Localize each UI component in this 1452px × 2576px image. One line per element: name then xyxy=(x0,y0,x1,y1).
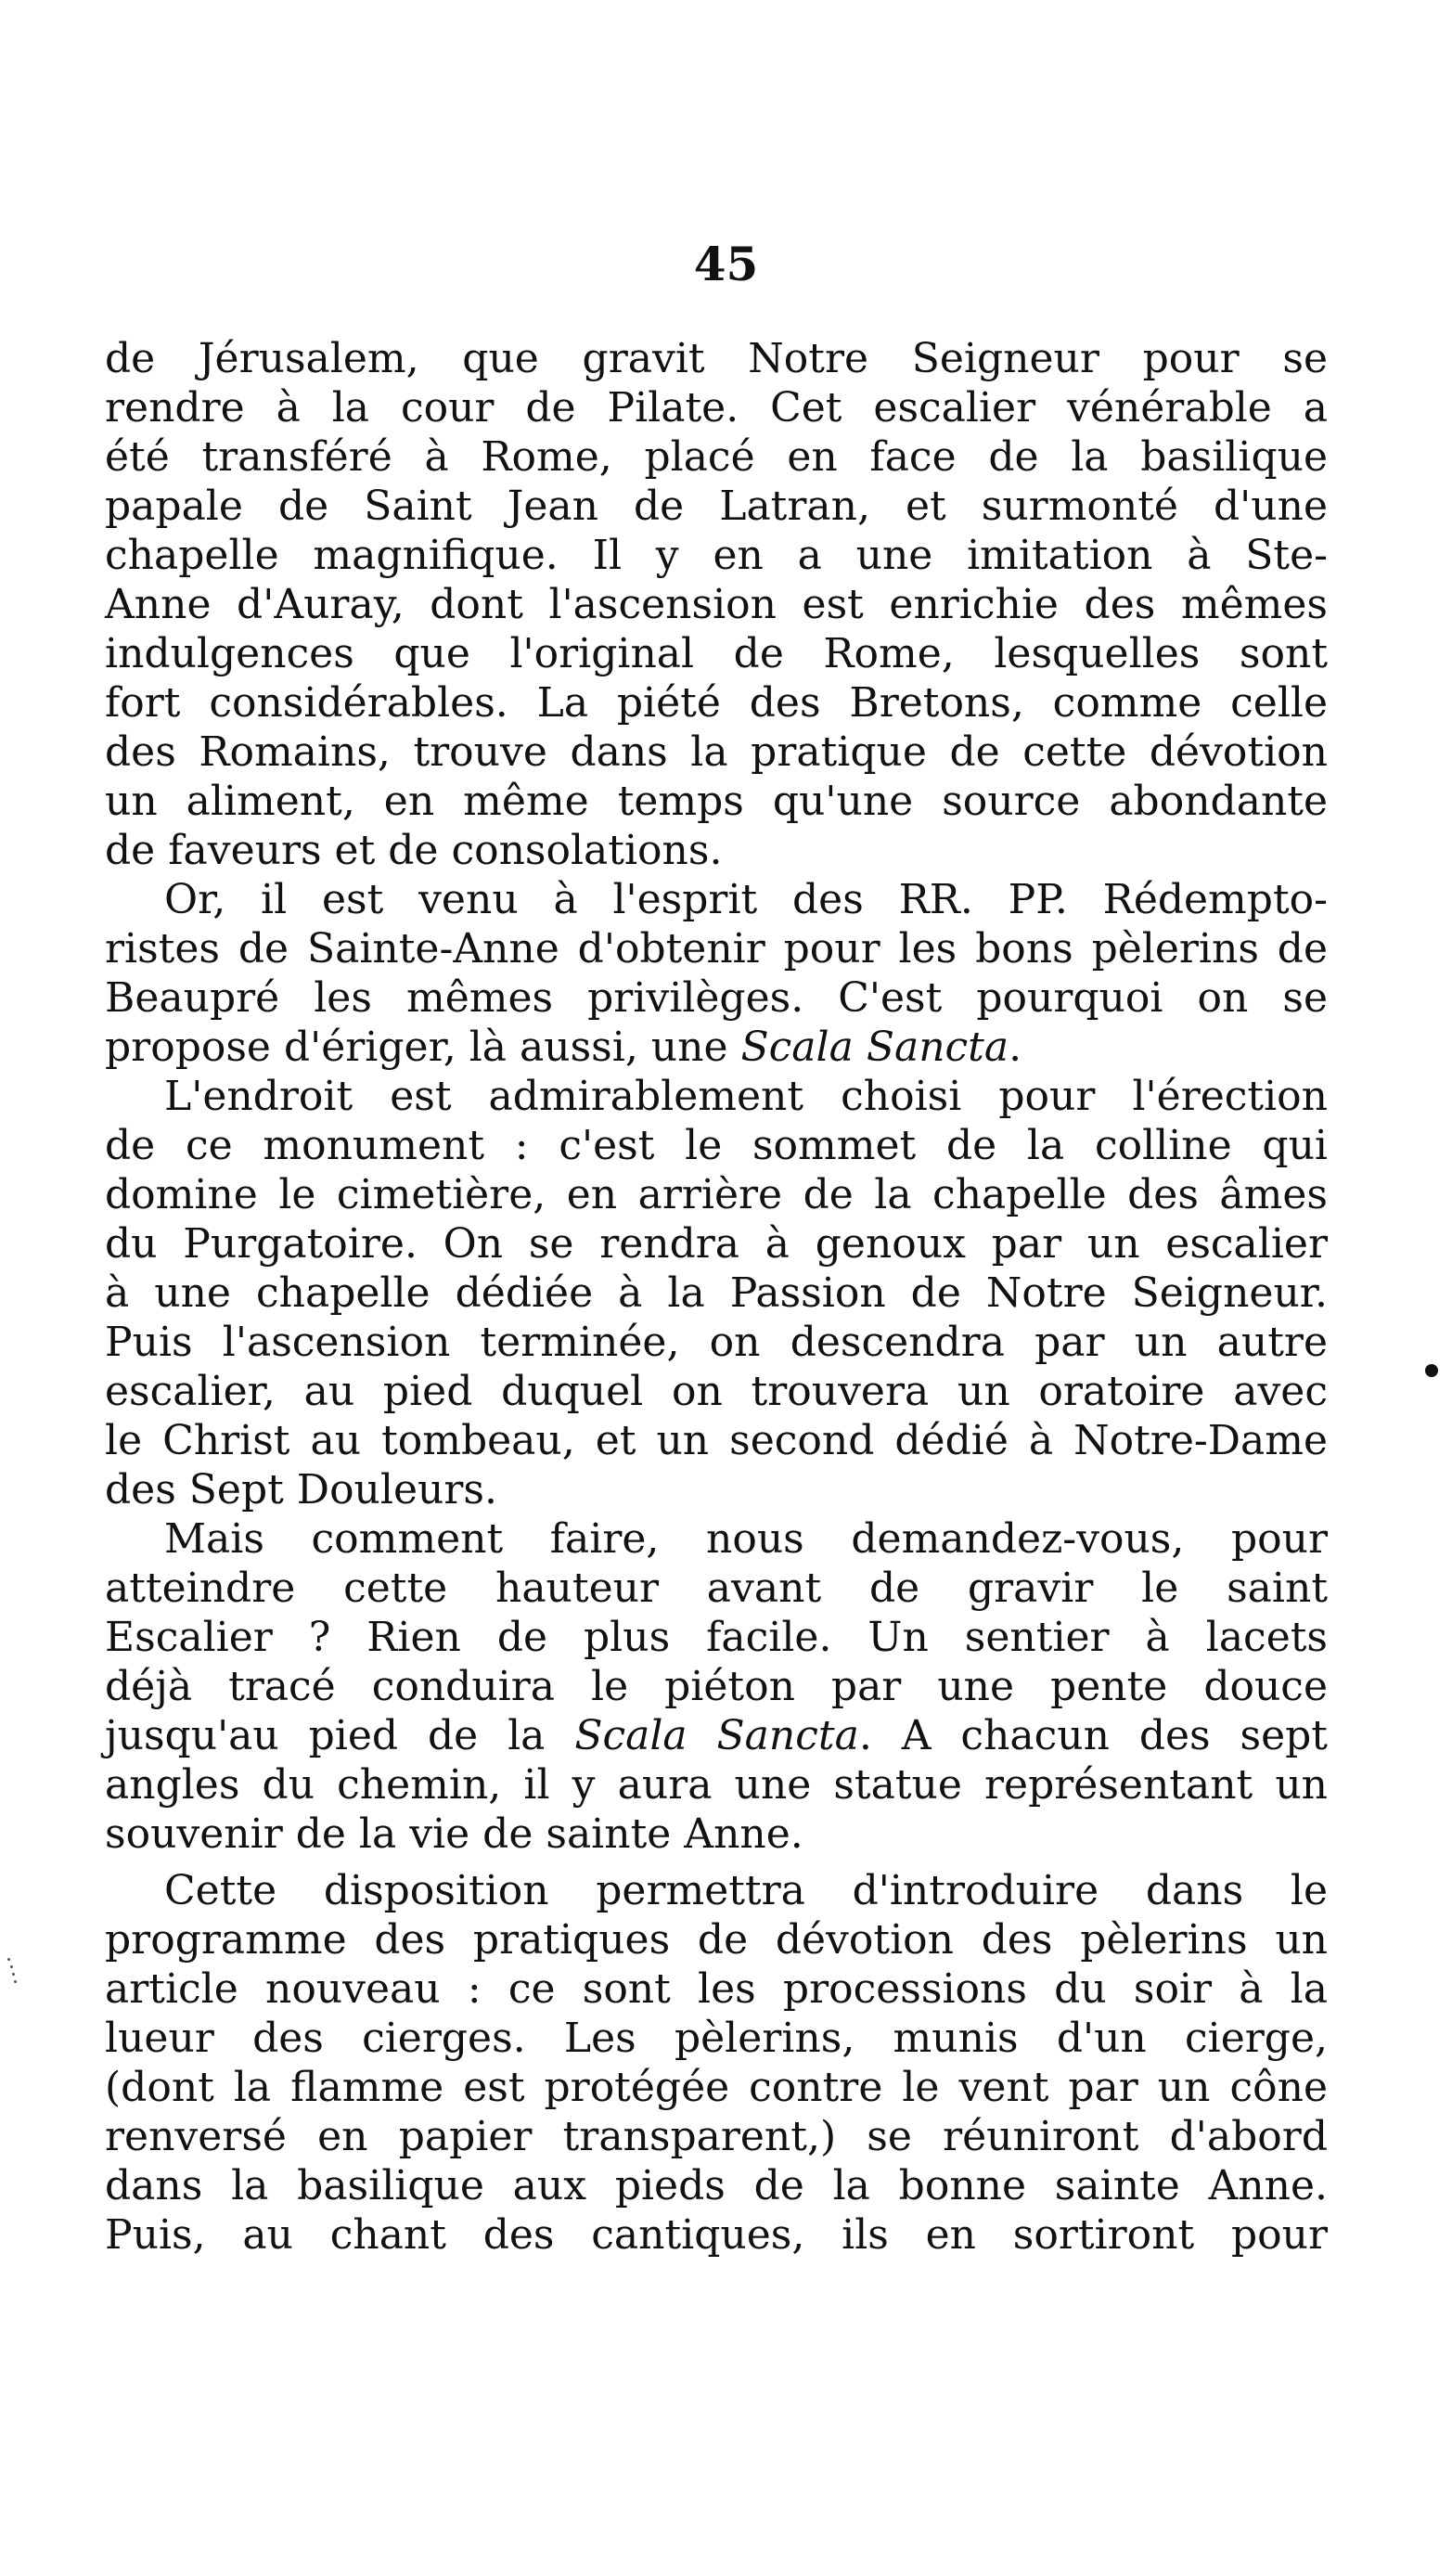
text-line: renversé en papier transparent,) se réuniront d'abord xyxy=(105,2113,1328,2160)
text-line: le Christ au tombeau, et un second dédié à Notre-Dame xyxy=(105,1417,1328,1464)
text-line: (dont la flamme est protégée contre le vent par un cône xyxy=(105,2064,1328,2111)
text-line: atteindre cette hauteur avant de gravir le saint xyxy=(105,1565,1328,1612)
paragraph-3 xyxy=(105,1072,1328,1514)
body-text xyxy=(105,334,1328,2260)
page-number: 45 xyxy=(693,237,759,291)
text-line: ristes de Sainte-Anne d'obtenir pour les bons pèlerins de xyxy=(105,925,1328,972)
text-line: Beaupré les mêmes privilèges. C'est pourquoi on se xyxy=(105,974,1328,1022)
text-line: jusqu'au pied de la Scala Sancta. A chacun des sept xyxy=(105,1712,1328,1759)
text-line: des Sept Douleurs. xyxy=(105,1466,497,1513)
text-line: chapelle magnifique. Il y en a une imitation à Ste- xyxy=(105,532,1328,579)
italic-phrase: Scala Sancta xyxy=(574,1712,859,1759)
text-line: L'endroit est admirablement choisi pour l'érection xyxy=(164,1073,1328,1120)
text-line: souvenir de la vie de sainte Anne. xyxy=(105,1810,803,1858)
text-line: Puis, au chant des cantiques, ils en sortiront pour xyxy=(105,2211,1328,2259)
margin-specks xyxy=(7,1958,17,1990)
text-line: de Jérusalem, que gravit Notre Seigneur pour se xyxy=(105,335,1328,382)
text-line: indulgences que l'original de Rome, lesquelles sont xyxy=(105,630,1328,677)
text-line: propose d'ériger, là aussi, une Scala Sancta. xyxy=(105,1024,1022,1071)
paragraph-5 xyxy=(105,1866,1328,2260)
text-line: rendre à la cour de Pilate. Cet escalier vénérable a xyxy=(105,384,1328,431)
text-line: un aliment, en même temps qu'une source abondante xyxy=(105,778,1328,825)
text-line: programme des pratiques de dévotion des pèlerins un xyxy=(105,1916,1328,1964)
text-line: Or, il est venu à l'esprit des RR. PP. Rédempto- xyxy=(164,876,1328,923)
text-line: Anne d'Auray, dont l'ascension est enrichie des mêmes xyxy=(105,581,1328,628)
italic-phrase: Scala Sancta xyxy=(740,1024,1009,1071)
paragraph-2 xyxy=(105,875,1328,1072)
text-line: lueur des cierges. Les pèlerins, munis d'un cierge, xyxy=(105,2015,1328,2062)
text-line: domine le cimetière, en arrière de la chapelle des âmes xyxy=(105,1171,1328,1218)
text-line: des Romains, trouve dans la pratique de cette dévotion xyxy=(105,728,1328,776)
text-line: été transféré à Rome, placé en face de la basilique xyxy=(105,433,1328,481)
paragraph-gap xyxy=(105,1859,1328,1866)
text-line: Puis l'ascension terminée, on descendra par un autre xyxy=(105,1319,1328,1366)
ink-speck xyxy=(1425,1364,1438,1377)
text-line: fort considérables. La piété des Bretons, comme celle xyxy=(105,679,1328,727)
text-line: papale de Saint Jean de Latran, et surmonté d'une xyxy=(105,483,1328,530)
text-line: déjà tracé conduira le piéton par une pente douce xyxy=(105,1663,1328,1710)
text-line: Escalier ? Rien de plus facile. Un sentier à lacets xyxy=(105,1614,1328,1661)
text-line: de faveurs et de consolations. xyxy=(105,827,723,874)
paragraph-1 xyxy=(105,334,1328,875)
text-line: angles du chemin, il y aura une statue représentant un xyxy=(105,1761,1328,1809)
paragraph-4 xyxy=(105,1514,1328,1859)
text-line: escalier, au pied duquel on trouvera un oratoire avec xyxy=(105,1368,1328,1415)
text-line: Mais comment faire, nous demandez-vous, pour xyxy=(164,1515,1328,1563)
text-line: article nouveau : ce sont les processions du soir à la xyxy=(105,1965,1328,2013)
text-line: de ce monument : c'est le sommet de la colline qui xyxy=(105,1122,1328,1169)
text-line: du Purgatoire. On se rendra à genoux par un escalier xyxy=(105,1220,1328,1268)
text-line: Cette disposition permettra d'introduire dans le xyxy=(164,1867,1328,1914)
text-line: à une chapelle dédiée à la Passion de Notre Seigneur. xyxy=(105,1269,1328,1317)
text-line: dans la basilique aux pieds de la bonne sainte Anne. xyxy=(105,2162,1328,2209)
